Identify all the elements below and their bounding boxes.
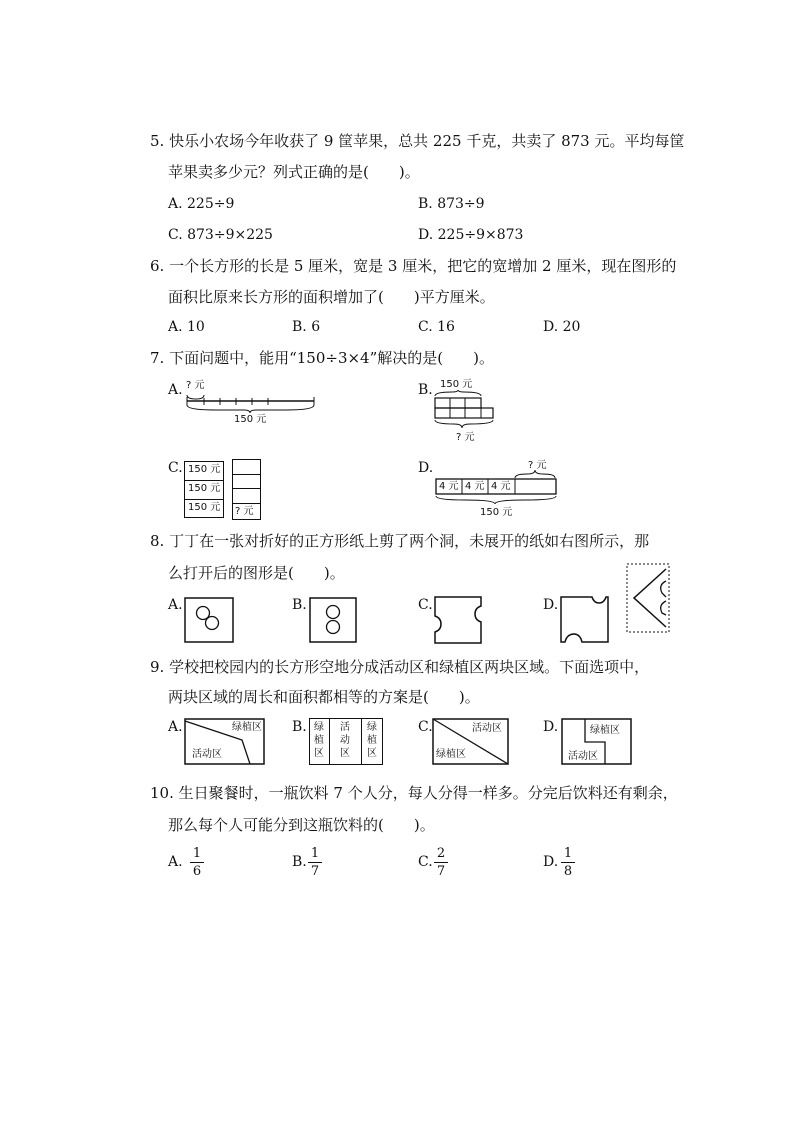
divider	[361, 718, 362, 765]
denominator: 8	[563, 864, 573, 879]
q10-option-d[interactable]: D.	[543, 854, 559, 870]
q10-option-a-fraction	[190, 847, 204, 878]
q8c-figure	[432, 596, 484, 644]
q6-option-d[interactable]: D. 20	[543, 319, 581, 335]
q10-stem-line1: 10. 生日聚餐时，一瓶饮料 7 个人分，每人分得一样多。分完后饮料还有剩余，	[150, 784, 678, 802]
q10-stem-line2: 那么每个人可能分到这瓶饮料的( )。	[168, 816, 435, 834]
divider	[232, 474, 261, 475]
q9b-left-char1: 绿	[314, 722, 324, 733]
q9-option-c[interactable]: C.	[418, 719, 433, 735]
q8-option-a[interactable]: A.	[168, 597, 183, 613]
q9c-activity-label: 活动区	[472, 723, 502, 734]
q7b-question-label: ? 元	[456, 432, 475, 443]
q8-option-c[interactable]: C.	[418, 597, 433, 613]
q9-stem-line2: 两块区域的周长和面积都相等的方案是( )。	[168, 688, 480, 706]
q8-folded-paper-figure	[626, 563, 670, 633]
q7a-total-label: 150 元	[234, 414, 267, 425]
denominator: 6	[192, 864, 202, 879]
q9b-mid-char1: 活	[340, 722, 350, 733]
divider	[329, 718, 330, 765]
numerator: 2	[436, 846, 446, 861]
q7d-cell-1: 4 元	[439, 481, 459, 492]
q8-stem-line1: 8. 丁丁在一张对折好的正方形纸上剪了两个洞，未展开的纸如右图所示，那	[150, 532, 650, 550]
q10-option-c[interactable]: C.	[418, 854, 433, 870]
numerator: 1	[192, 846, 202, 861]
q6-stem-line1: 6. 一个长方形的长是 5 厘米，宽是 3 厘米，把它的宽增加 2 厘米，现在图形的	[150, 257, 677, 275]
q9-option-a[interactable]: A.	[168, 719, 183, 735]
q9b-mid-char2: 动	[340, 735, 350, 746]
q9b-right-char2: 植	[367, 735, 377, 746]
q10-option-c-fraction	[434, 847, 448, 878]
numerator: 1	[310, 846, 320, 861]
q9-option-d[interactable]: D.	[543, 719, 559, 735]
q7b-block-diagram	[432, 390, 492, 434]
divider	[184, 499, 224, 500]
divider	[232, 488, 261, 489]
q8d-figure	[558, 594, 610, 644]
q9a-activity-label: 活动区	[192, 749, 222, 760]
q6-option-b[interactable]: B. 6	[292, 319, 321, 335]
q9b-left-char2: 植	[314, 735, 324, 746]
q7b-total-label: 150 元	[440, 379, 473, 390]
q8a-figure	[184, 597, 234, 643]
q9-stem-line1: 9. 学校把校园内的长方形空地分成活动区和绿植区两块区域。下面选项中，	[150, 658, 650, 676]
q5-stem-line1: 5. 快乐小农场今年收获了 9 筐苹果，总共 225 千克，共卖了 873 元。平均每筐	[150, 132, 685, 150]
q7d-cell-3: 4 元	[491, 481, 511, 492]
q7d-cell-2: 4 元	[465, 481, 485, 492]
q5-stem-line2: 苹果卖多少元？列式正确的是( )。	[168, 163, 420, 181]
q6-stem-line2: 面积比原来长方形的面积增加了( )平方厘米。	[168, 288, 495, 306]
q6-option-c[interactable]: C. 16	[418, 319, 455, 335]
q7c-cell-3: 150 元	[188, 502, 221, 513]
denominator: 7	[310, 864, 320, 879]
q8-option-b[interactable]: B.	[292, 597, 307, 613]
divider	[232, 503, 261, 504]
q7-option-b[interactable]: B.	[418, 382, 433, 398]
q9b-right-char1: 绿	[367, 722, 377, 733]
q10-option-d-fraction	[561, 847, 575, 878]
q5-option-b[interactable]: B. 873÷9	[418, 196, 485, 212]
q7-stem: 7. 下面问题中，能用“150÷3×4”解决的是( )。	[150, 349, 494, 367]
q9c-green-label: 绿植区	[436, 749, 466, 760]
q9b-mid-char3: 区	[340, 748, 350, 759]
denominator: 7	[436, 864, 446, 879]
q7c-cell-2: 150 元	[188, 483, 221, 494]
q7-option-d[interactable]: D.	[418, 460, 434, 476]
q7a-segment-diagram	[186, 393, 318, 413]
q10-option-b-fraction	[308, 847, 322, 878]
q6-option-a[interactable]: A. 10	[168, 319, 205, 335]
q8-stem-line2: 么打开后的图形是( )。	[168, 564, 345, 582]
q7c-question-label: ? 元	[235, 506, 254, 517]
q7d-total-label: 150 元	[480, 507, 513, 518]
q7c-cell-1: 150 元	[188, 464, 221, 475]
q9b-right-char3: 区	[367, 748, 377, 759]
q9d-activity-label: 活动区	[568, 751, 598, 762]
q7d-question-label: ? 元	[528, 460, 547, 471]
q9b-left-char3: 区	[314, 748, 324, 759]
q7a-question-label: ? 元	[186, 380, 205, 391]
q5-option-d[interactable]: D. 225÷9×873	[418, 227, 524, 243]
q5-option-a[interactable]: A. 225÷9	[168, 196, 235, 212]
q7-option-a[interactable]: A.	[168, 382, 183, 398]
q7-option-c[interactable]: C.	[168, 460, 183, 476]
q9a-green-label: 绿植区	[232, 722, 262, 733]
q10-option-a[interactable]: A.	[168, 854, 183, 870]
divider	[184, 480, 224, 481]
q5-option-c[interactable]: C. 873÷9×225	[168, 227, 273, 243]
q9-option-b[interactable]: B.	[292, 719, 307, 735]
q8b-figure	[309, 597, 357, 643]
q10-option-b[interactable]: B.	[292, 854, 307, 870]
numerator: 1	[563, 846, 573, 861]
q8-option-d[interactable]: D.	[543, 597, 559, 613]
q9d-green-label: 绿植区	[590, 725, 620, 736]
